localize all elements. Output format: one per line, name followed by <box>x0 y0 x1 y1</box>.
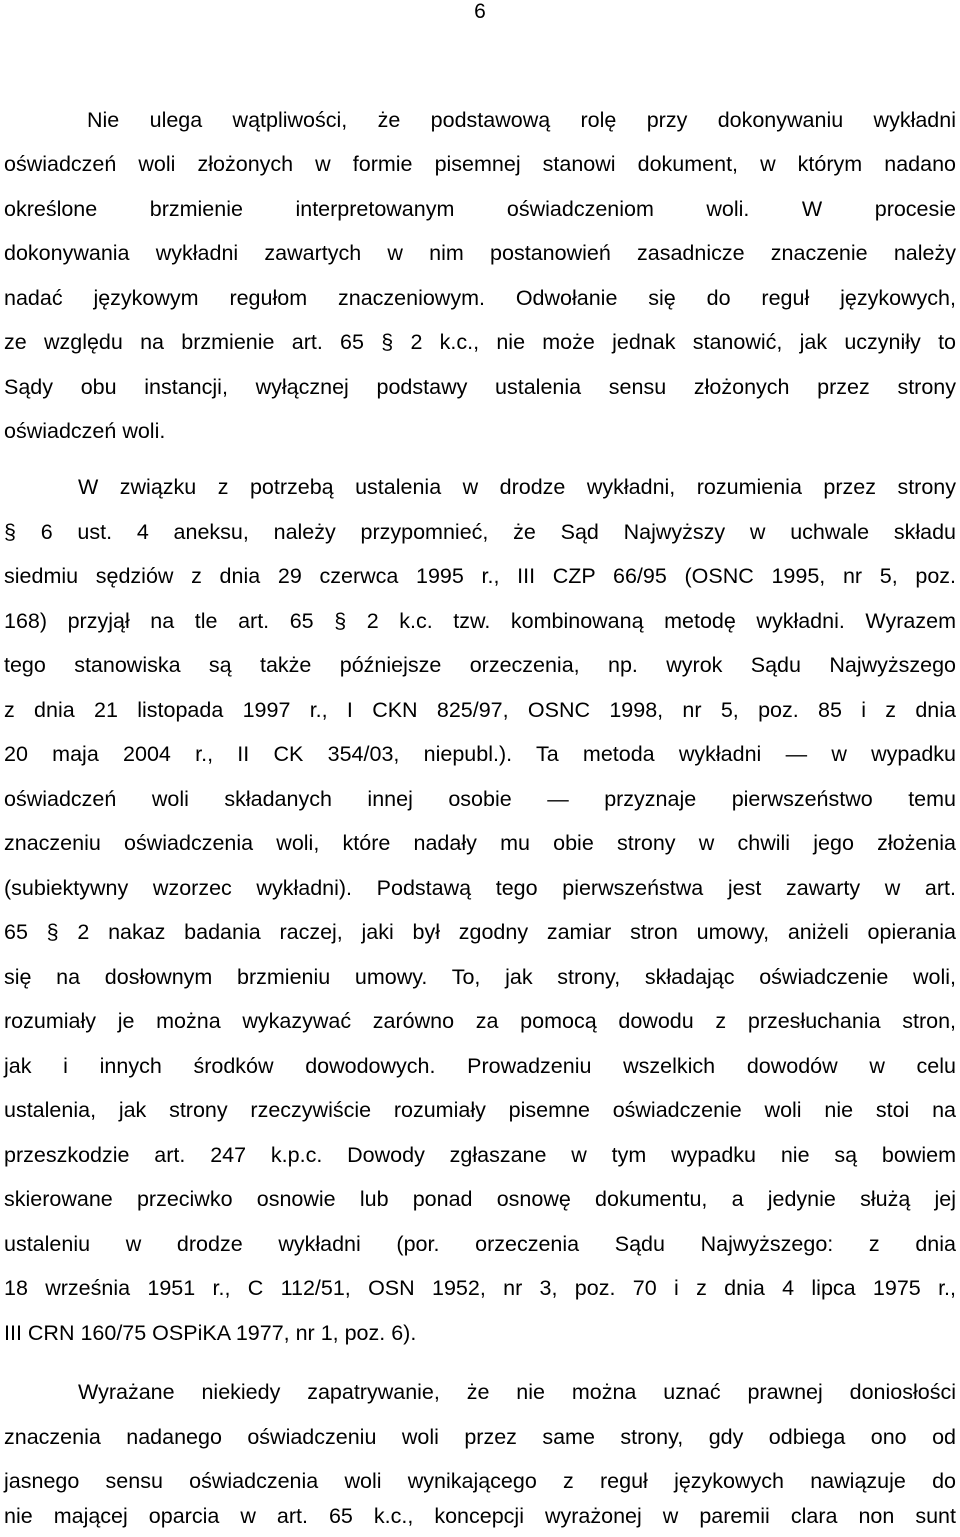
text-line: ze względu na brzmienie art. 65 § 2 k.c., nie może jednak stanowić, jak uczyniły to <box>4 330 956 354</box>
text-line: jasnego sensu oświadczenia woli wynikającego z reguł językowych nawiązuje do <box>4 1469 956 1493</box>
text-line: 18 września 1951 r., C 112/51, OSN 1952, nr 3, poz. 70 i z dnia 4 lipca 1975 r., <box>4 1276 956 1300</box>
text-line: rozumiały je można wykazywać zarówno za pomocą dowodu z przesłuchania stron, <box>4 1009 956 1033</box>
text-line: określone brzmienie interpretowanym oświadczeniom woli. W procesie <box>4 197 956 221</box>
text-line: § 6 ust. 4 aneksu, należy przypomnieć, że Sąd Najwyższy w uchwale składu <box>4 520 956 544</box>
text-line: 168) przyjął na tle art. 65 § 2 k.c. tzw. kombinowaną metodę wykładni. Wyrazem <box>4 609 956 633</box>
text-line: z dnia 21 listopada 1997 r., I CKN 825/97, OSNC 1998, nr 5, poz. 85 i z dnia <box>4 698 956 722</box>
text-line: (subiektywny wzorzec wykładni). Podstawą tego pierwszeństwa jest zawarty w art. <box>4 876 956 900</box>
text-line: 20 maja 2004 r., II CK 354/03, niepubl.). Ta metoda wykładni — w wypadku <box>4 742 956 766</box>
text-line: nadać językowym regułom znaczeniowym. Odwołanie się do reguł językowych, <box>4 286 956 310</box>
text-line: znaczeniu oświadczenia woli, które nadały mu obie strony w chwili jego złożenia <box>4 831 956 855</box>
text-line: się na dosłownym brzmieniu umowy. To, jak strony, składając oświadczenie woli, <box>4 965 956 989</box>
text-line: Nie ulega wątpliwości, że podstawową rolę przy dokonywaniu wykładni <box>87 108 956 132</box>
text-line: jak i innych środków dowodowych. Prowadzeniu wszelkich dowodów w celu <box>4 1054 956 1078</box>
text-line: siedmiu sędziów z dnia 29 czerwca 1995 r., III CZP 66/95 (OSNC 1995, nr 5, poz. <box>4 564 956 588</box>
text-line: W związku z potrzebą ustalenia w drodze wykładni, rozumienia przez strony <box>78 475 956 499</box>
text-line: skierowane przeciwko osnowie lub ponad osnowę dokumentu, a jedynie służą jej <box>4 1187 956 1211</box>
text-line: ustalenia, jak strony rzeczywiście rozumiały pisemne oświadczenie woli nie stoi na <box>4 1098 956 1122</box>
text-line: oświadczeń woli składanych innej osobie — przyznaje pierwszeństwo temu <box>4 787 956 811</box>
text-line: oświadczeń woli złożonych w formie pisemnej stanowi dokument, w którym nadano <box>4 152 956 176</box>
text-line: III CRN 160/75 OSPiKA 1977, nr 1, poz. 6). <box>4 1321 417 1345</box>
text-line: nie mającej oparcia w art. 65 k.c., koncepcji wyrażonej w paremii clara non sunt <box>4 1504 956 1528</box>
text-line: tego stanowiska są także późniejsze orzeczenia, np. wyrok Sądu Najwyższego <box>4 653 956 677</box>
text-line: Sądy obu instancji, wyłącznej podstawy ustalenia sensu złożonych przez strony <box>4 375 956 399</box>
text-line: oświadczeń woli. <box>4 419 166 443</box>
text-line: znaczenia nadanego oświadczeniu woli przez same strony, gdy odbiega ono od <box>4 1425 956 1449</box>
text-line: przeszkodzie art. 247 k.p.c. Dowody zgłaszane w tym wypadku nie są bowiem <box>4 1143 956 1167</box>
page-number: 6 <box>474 0 486 23</box>
text-line: dokonywania wykładni zawartych w nim postanowień zasadnicze znaczenie należy <box>4 241 956 265</box>
text-line: ustaleniu w drodze wykładni (por. orzeczenia Sądu Najwyższego: z dnia <box>4 1232 956 1256</box>
text-line: 65 § 2 nakaz badania raczej, jaki był zgodny zamiar stron umowy, aniżeli opierania <box>4 920 956 944</box>
text-line: Wyrażane niekiedy zapatrywanie, że nie można uznać prawnej doniosłości <box>78 1380 956 1404</box>
